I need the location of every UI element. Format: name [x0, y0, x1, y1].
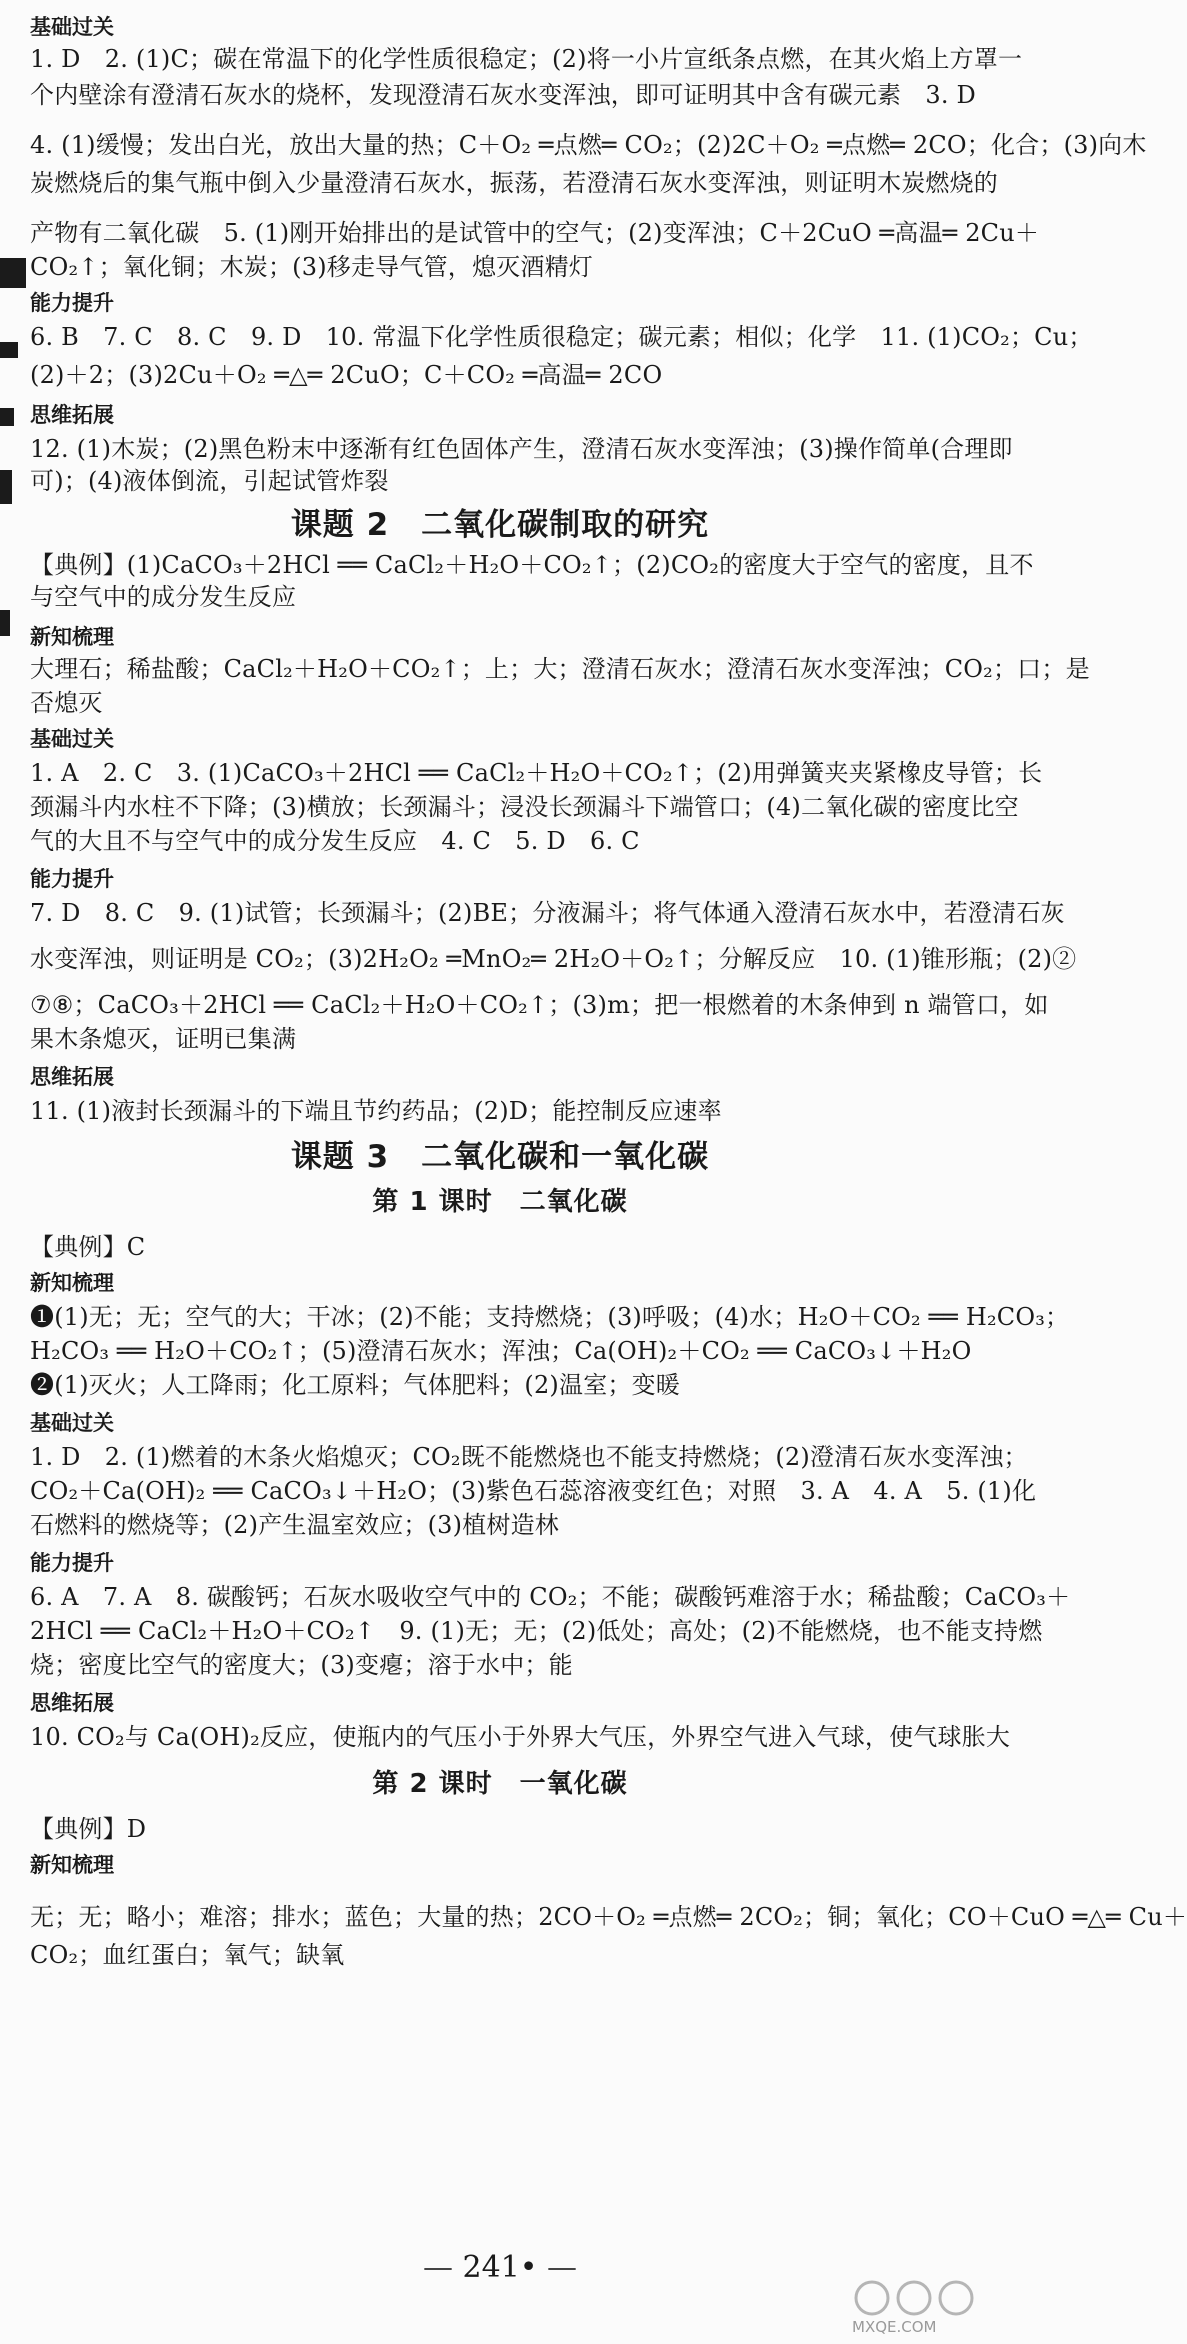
- section-heading: 基础过关: [30, 1411, 114, 1435]
- section-heading: 思维拓展: [30, 403, 114, 427]
- answer-line: 炭燃烧后的集气瓶中倒入少量澄清石灰水，振荡，若澄清石灰水变浑浊，则证明木炭燃烧的: [30, 169, 998, 197]
- answer-line: 1. A 2. C 3. (1)CaCO₃＋2HCl ══ CaCl₂＋H₂O＋CO₂↑；(2)用弹簧夹夹紧橡皮导管；长: [30, 759, 1043, 787]
- example-line: 与空气中的成分发生反应: [30, 583, 297, 611]
- binding-shadow: [0, 408, 14, 426]
- lesson-title: 课题 3 二氧化碳和一氧化碳: [290, 1139, 710, 1175]
- answer-line: 2HCl ══ CaCl₂＋H₂O＋CO₂↑ 9. (1)无；无；(2)低处；高处；(2)不能燃烧，也不能支持燃: [30, 1617, 1043, 1645]
- answer-line: 无；无；略小；难溶；排水；蓝色；大量的热；2CO＋O₂ ═点燃═ 2CO₂；铜；氧化；CO＋CuO ═△═ Cu＋: [30, 1903, 1187, 1931]
- answer-line: H₂CO₃ ══ H₂O＋CO₂↑；(5)澄清石灰水；浑浊；Ca(OH)₂＋CO₂ ══ CaCO₃↓＋H₂O: [30, 1337, 972, 1365]
- section-heading: 基础过关: [30, 15, 114, 39]
- answer-line: 7. D 8. C 9. (1)试管；长颈漏斗；(2)BE；分液漏斗；将气体通入澄清石灰水中，若澄清石灰: [30, 899, 1065, 927]
- section-heading: 新知梳理: [30, 1853, 114, 1877]
- answer-line: 气的大且不与空气中的成分发生反应 4. C 5. D 6. C: [30, 827, 640, 855]
- section-heading: 思维拓展: [30, 1065, 114, 1089]
- example-line: 【典例】D: [30, 1815, 147, 1843]
- answer-line: 颈漏斗内水柱不下降；(3)横放；长颈漏斗；浸没长颈漏斗下端管口；(4)二氧化碳的密度比空: [30, 793, 1019, 821]
- answer-line: 4. (1)缓慢；发出白光，放出大量的热；C＋O₂ ═点燃═ CO₂；(2)2C＋O₂ ═点燃═ 2CO；化合；(3)向木: [30, 131, 1147, 159]
- answer-line: 否熄灭: [30, 689, 103, 717]
- answer-line: 个内壁涂有澄清石灰水的烧杯，发现澄清石灰水变浑浊，即可证明其中含有碳元素 3. D: [30, 81, 976, 109]
- answer-line: 6. B 7. C 8. C 9. D 10. 常温下化学性质很稳定；碳元素；相似；化学 11. (1)CO₂；Cu；: [30, 323, 1093, 351]
- answer-line: CO₂↑；氧化铜；木炭；(3)移走导气管，熄灭酒精灯: [30, 253, 593, 281]
- answer-line: 12. (1)木炭；(2)黑色粉末中逐渐有红色固体产生，澄清石灰水变浑浊；(3)操作简单(合理即: [30, 435, 1013, 463]
- lesson-subtitle: 第 1 课时 二氧化碳: [372, 1187, 628, 1217]
- section-heading: 能力提升: [30, 867, 114, 891]
- answer-line: ❶(1)无；无；空气的大；干冰；(2)不能；支持燃烧；(3)呼吸；(4)水；H₂O＋CO₂ ══ H₂CO₃；: [30, 1303, 1070, 1331]
- answer-line: CO₂＋Ca(OH)₂ ══ CaCO₃↓＋H₂O；(3)紫色石蕊溶液变红色；对照 3. A 4. A 5. (1)化: [30, 1477, 1037, 1505]
- answer-line: 产物有二氧化碳 5. (1)刚开始排出的是试管中的空气；(2)变浑浊；C＋2CuO ═高温═ 2Cu＋: [30, 219, 1040, 247]
- binding-shadow: [0, 342, 18, 358]
- answer-line: 水变浑浊，则证明是 CO₂；(3)2H₂O₂ ═MnO₂═ 2H₂O＋O₂↑；分解反应 10. (1)锥形瓶；(2)②: [30, 945, 1077, 973]
- binding-shadow: [0, 258, 26, 288]
- answer-line: 11. (1)液封长颈漏斗的下端且节约药品；(2)D；能控制反应速率: [30, 1097, 722, 1125]
- section-heading: 能力提升: [30, 291, 114, 315]
- section-heading: 新知梳理: [30, 1271, 114, 1295]
- section-heading: 新知梳理: [30, 625, 114, 649]
- page-number: — 241• —: [422, 2250, 578, 2285]
- binding-shadow: [0, 470, 12, 504]
- answer-line: 烧；密度比空气的密度大；(3)变瘪；溶于水中；能: [30, 1651, 573, 1679]
- section-heading: 能力提升: [30, 1551, 114, 1575]
- binding-shadow: [0, 610, 10, 636]
- watermark-text: MXQE.COM: [852, 2318, 937, 2336]
- answer-line: 大理石；稀盐酸；CaCl₂＋H₂O＋CO₂↑；上；大；澄清石灰水；澄清石灰水变浑浊；CO₂；口；是: [30, 655, 1090, 683]
- answer-line: 10. CO₂与 Ca(OH)₂反应，使瓶内的气压小于外界大气压，外界空气进入气球，使气球胀大: [30, 1723, 1011, 1751]
- answer-line: 石燃料的燃烧等；(2)产生温室效应；(3)植树造林: [30, 1511, 559, 1539]
- lesson-subtitle: 第 2 课时 一氧化碳: [372, 1769, 628, 1799]
- answer-line: (2)＋2；(3)2Cu＋O₂ ═△═ 2CuO；C＋CO₂ ═高温═ 2CO: [30, 361, 663, 389]
- section-heading: 基础过关: [30, 727, 114, 751]
- example-line: 【典例】(1)CaCO₃＋2HCl ══ CaCl₂＋H₂O＋CO₂↑；(2)CO₂的密度大于空气的密度，且不: [30, 551, 1034, 579]
- lesson-title: 课题 2 二氧化碳制取的研究: [290, 507, 710, 543]
- answer-line: 6. A 7. A 8. 碳酸钙；石灰水吸收空气中的 CO₂；不能；碳酸钙难溶于水；稀盐酸；CaCO₃＋: [30, 1583, 1071, 1611]
- page-number-value: 241: [462, 2250, 520, 2285]
- watermark-logo: [842, 2278, 992, 2338]
- answer-line: 1. D 2. (1)C；碳在常温下的化学性质很稳定；(2)将一小片宣纸条点燃，在其火焰上方罩一: [30, 45, 1023, 73]
- answer-line: 1. D 2. (1)燃着的木条火焰熄灭；CO₂既不能燃烧也不能支持燃烧；(2)澄清石灰水变浑浊；: [30, 1443, 1028, 1471]
- answer-line: 可)；(4)液体倒流，引起试管炸裂: [30, 467, 389, 495]
- answer-line: ⑦⑧；CaCO₃＋2HCl ══ CaCl₂＋H₂O＋CO₂↑；(3)m；把一根燃着的木条伸到 n 端管口，如: [30, 991, 1049, 1019]
- answer-line: 果木条熄灭，证明已集满: [30, 1025, 297, 1053]
- answer-line: ❷(1)灭火；人工降雨；化工原料；气体肥料；(2)温室；变暖: [30, 1371, 680, 1399]
- example-line: 【典例】C: [30, 1233, 146, 1261]
- section-heading: 思维拓展: [30, 1691, 114, 1715]
- answer-line: CO₂；血红蛋白；氧气；缺氧: [30, 1941, 345, 1969]
- watermark-seal-icon: [842, 2278, 992, 2318]
